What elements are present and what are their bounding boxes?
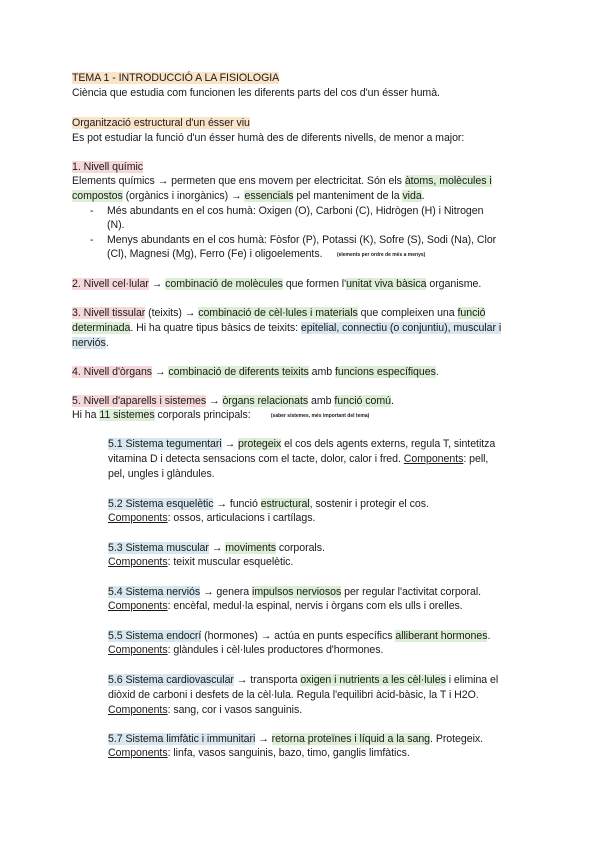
system-5-3-highlight: moviments	[225, 542, 276, 554]
level5-end: .	[390, 395, 394, 407]
level4-text: amb	[308, 366, 335, 378]
level4-end: .	[435, 366, 439, 378]
level5-arrow: →	[206, 395, 223, 407]
level5-text3: corporals principals:	[154, 409, 251, 421]
level3-highlight-funcio: funció	[457, 307, 486, 319]
system-5-3-title: 5.3 Sistema muscular	[108, 542, 209, 554]
level3-end: .	[105, 337, 109, 349]
system-5-6-components: : sang, cor i vasos sanguinis.	[167, 704, 303, 716]
system-5-3-components: : teixit muscular esquelètic.	[167, 556, 294, 568]
level1-highlight-essencials: essencials	[244, 190, 294, 202]
system-5-5-components: : glàndules i cèl·lules productores d'hormones.	[167, 644, 384, 656]
level2-text: que formen l'	[282, 278, 347, 290]
level1-bullet1-line2: (N).	[107, 219, 125, 231]
level1-bullet2-text: (Cl), Magnesi (Mg), Ferro (Fe) i oligoelements.	[107, 248, 323, 260]
system-5-3-line1	[108, 541, 325, 555]
system-5-3-line2	[108, 555, 293, 569]
level1-bullet2-line1: Menys abundants en el cos humà: Fòsfor (P), Potassi (K), Sofre (S), Sodi (Na), Clor	[107, 234, 497, 246]
bullet-dash-2: -	[90, 234, 94, 246]
level3-highlight-nervios: nerviós	[72, 337, 106, 349]
system-5-5-end: .	[487, 630, 491, 642]
system-5-4-text1: → genera	[200, 586, 253, 598]
level5-text2: Hi ha	[72, 409, 100, 421]
system-5-4-text2: per regular l'activitat corporal.	[341, 586, 482, 598]
system-5-7-text: . Protegeix.	[430, 733, 484, 745]
level5-line2	[72, 408, 369, 423]
system-5-2-text2: , sostenir i protegir el cos.	[309, 498, 429, 510]
system-5-4-components: : encèfal, medul·la espinal, nervis i òrgans com els ulls i orelles.	[167, 600, 463, 612]
level4-line	[72, 365, 439, 379]
system-5-2-line2	[108, 511, 315, 525]
level3-line1	[72, 306, 485, 320]
level4-heading: 4. Nivell d'òrgans	[72, 366, 153, 378]
system-5-1-line3: pel, ungles i glàndules.	[108, 468, 215, 480]
system-5-6-title: 5.6 Sistema cardiovascular	[108, 674, 234, 686]
system-5-4-title: 5.4 Sistema nerviós	[108, 586, 201, 598]
level3-line3	[72, 336, 109, 350]
level2-line	[72, 277, 481, 291]
system-5-5-highlight: alliberant hormones	[395, 630, 488, 642]
system-5-3-text: corporals.	[275, 542, 325, 554]
level1-heading-text: 1. Nivell químic	[72, 161, 144, 173]
level1-line2	[72, 189, 425, 203]
level3-text1: (teixits) →	[145, 307, 199, 319]
level4-arrow: →	[152, 366, 169, 378]
doc-subtitle: Ciència que estudia com funcionen les diferents parts del cos d'un ésser humà.	[72, 87, 440, 99]
system-5-3-components-label: Components	[108, 556, 168, 568]
level1-bullet2-line2	[107, 247, 425, 262]
level3-line2	[72, 321, 501, 335]
level3-highlight-1: combinació de cèl·lules i materials	[198, 307, 358, 319]
system-5-2-line1	[108, 497, 429, 511]
system-5-6-line1	[108, 673, 498, 687]
system-5-7-title: 5.7 Sistema limfàtic i immunitari	[108, 733, 256, 745]
level1-line1	[72, 174, 492, 188]
doc-title-text: TEMA 1 - INTRODUCCIÓ A LA FISIOLOGIA	[72, 72, 280, 84]
level3-highlight-determinada: determinada	[72, 322, 131, 334]
system-5-6-line2: diòxid de carboni i desfets de la cèl·lula. Regula l'equilibri àcid-bàsic, la T i H2O.	[108, 689, 479, 701]
level2-arrow: →	[148, 278, 166, 290]
org-intro: Es pot estudiar la funció d'un ésser humà des de diferents nivells, de menor a major:	[72, 132, 465, 144]
system-5-2-text1: → funció	[213, 498, 261, 510]
level5-note: (saber sistemes, més important del tema)	[270, 413, 370, 419]
level5-line1	[72, 394, 394, 408]
level3-heading: 3. Nivell tissular	[72, 307, 146, 319]
level5-heading: 5. Nivell d'aparells i sistemes	[72, 395, 207, 407]
level5-highlight-1: òrgans relacionats	[222, 395, 309, 407]
system-5-7-highlight: retorna proteïnes i líquid a la sang	[271, 733, 431, 745]
system-5-2-title: 5.2 Sistema esquelètic	[108, 498, 214, 510]
level1-highlight-vida: vida	[402, 190, 422, 202]
system-5-1-highlight: protegeix	[238, 438, 282, 450]
system-5-1-text2: vitamina D i detecta sensacions com el tacte, dolor, calor i fred.	[108, 453, 404, 465]
system-5-7-arrow: →	[255, 733, 272, 745]
system-5-4-line1	[108, 585, 481, 599]
system-5-4-highlight: impulsos nerviosos	[252, 586, 342, 598]
level3-text3: . Hi ha quatre tipus bàsics de teixits:	[130, 322, 301, 334]
system-5-1-components-label: Components	[403, 453, 464, 465]
system-5-1-title: 5.1 Sistema tegumentari	[108, 438, 222, 450]
system-5-5-line1	[108, 629, 490, 643]
system-5-2-highlight: estructural	[260, 498, 310, 510]
system-5-5-components-label: Components	[108, 644, 168, 656]
system-5-1-line1	[108, 437, 495, 451]
org-heading	[72, 116, 250, 130]
level2-heading: 2. Nivell cel·lular	[72, 278, 149, 290]
system-5-2-components: : ossos, articulacions i cartílags.	[167, 512, 316, 524]
system-5-1-text: el cos dels agents externs, regula T, sintetitza	[281, 438, 496, 450]
system-5-6-text2: i elimina el	[445, 674, 499, 686]
doc-title	[72, 71, 279, 85]
level1-line2-text: (orgànics i inorgànics) →	[122, 190, 245, 202]
system-5-6-text1: → transporta	[233, 674, 301, 686]
level1-highlight-atoms: àtoms, molècules i	[404, 175, 492, 187]
system-5-3-arrow: →	[208, 542, 226, 554]
system-5-6-line3	[108, 703, 302, 717]
system-5-7-line2	[108, 746, 410, 760]
system-5-4-line2	[108, 599, 463, 613]
level1-highlight-compostos: compostos	[72, 190, 123, 202]
system-5-7-line1	[108, 732, 483, 746]
level5-text: amb	[308, 395, 335, 407]
bullet-dash-1: -	[90, 205, 94, 217]
system-5-1-text3: : pell,	[463, 453, 489, 465]
system-5-7-components: : linfa, vasos sanguinis, bazo, timo, ganglis limfàtics.	[167, 747, 410, 759]
system-5-5-title: 5.5 Sistema endocrí	[108, 630, 202, 642]
level1-note: (elements per ordre de més a menys)	[336, 252, 426, 258]
level5-highlight-2: funció comú	[334, 395, 391, 407]
system-5-1-arrow: →	[221, 438, 239, 450]
level1-heading	[72, 160, 143, 174]
org-heading-text: Organització estructural d'un ésser viu	[72, 117, 250, 129]
system-5-2-components-label: Components	[108, 512, 168, 524]
level2-highlight-1: combinació de molècules	[165, 278, 283, 290]
level2-highlight-2: unitat viva bàsica	[346, 278, 427, 290]
level1-line1-text: Elements químics → permeten que ens movem per electricitat. Són els	[72, 175, 405, 187]
system-5-5-line2	[108, 643, 383, 657]
level1-bullet1-line1: Més abundants en el cos humà: Oxigen (O), Carboni (C), Hidrògen (H) i Nitrogen	[107, 205, 484, 217]
level1-line2-text2: pel manteniment de la	[293, 190, 403, 202]
level3-highlight-teixits: epitelial, connectiu (o conjuntiu), muscular i	[300, 322, 502, 334]
level1-line2-end: .	[421, 190, 425, 202]
level4-highlight-2: funcions específiques	[334, 366, 436, 378]
system-5-1-line2	[108, 452, 488, 466]
level5-highlight-11: 11 sistemes	[99, 409, 155, 421]
system-5-6-components-label: Components	[108, 704, 168, 716]
level4-highlight-1: combinació de diferents teixits	[168, 366, 309, 378]
system-5-6-highlight: oxigen i nutrients a les cèl·lules	[300, 674, 446, 686]
system-5-7-components-label: Components	[108, 747, 168, 759]
system-5-5-text1: (hormones) → actúa en punts específics	[201, 630, 396, 642]
level2-end: organisme.	[426, 278, 482, 290]
level3-text2: que compleixen una	[357, 307, 458, 319]
system-5-4-components-label: Components	[108, 600, 168, 612]
